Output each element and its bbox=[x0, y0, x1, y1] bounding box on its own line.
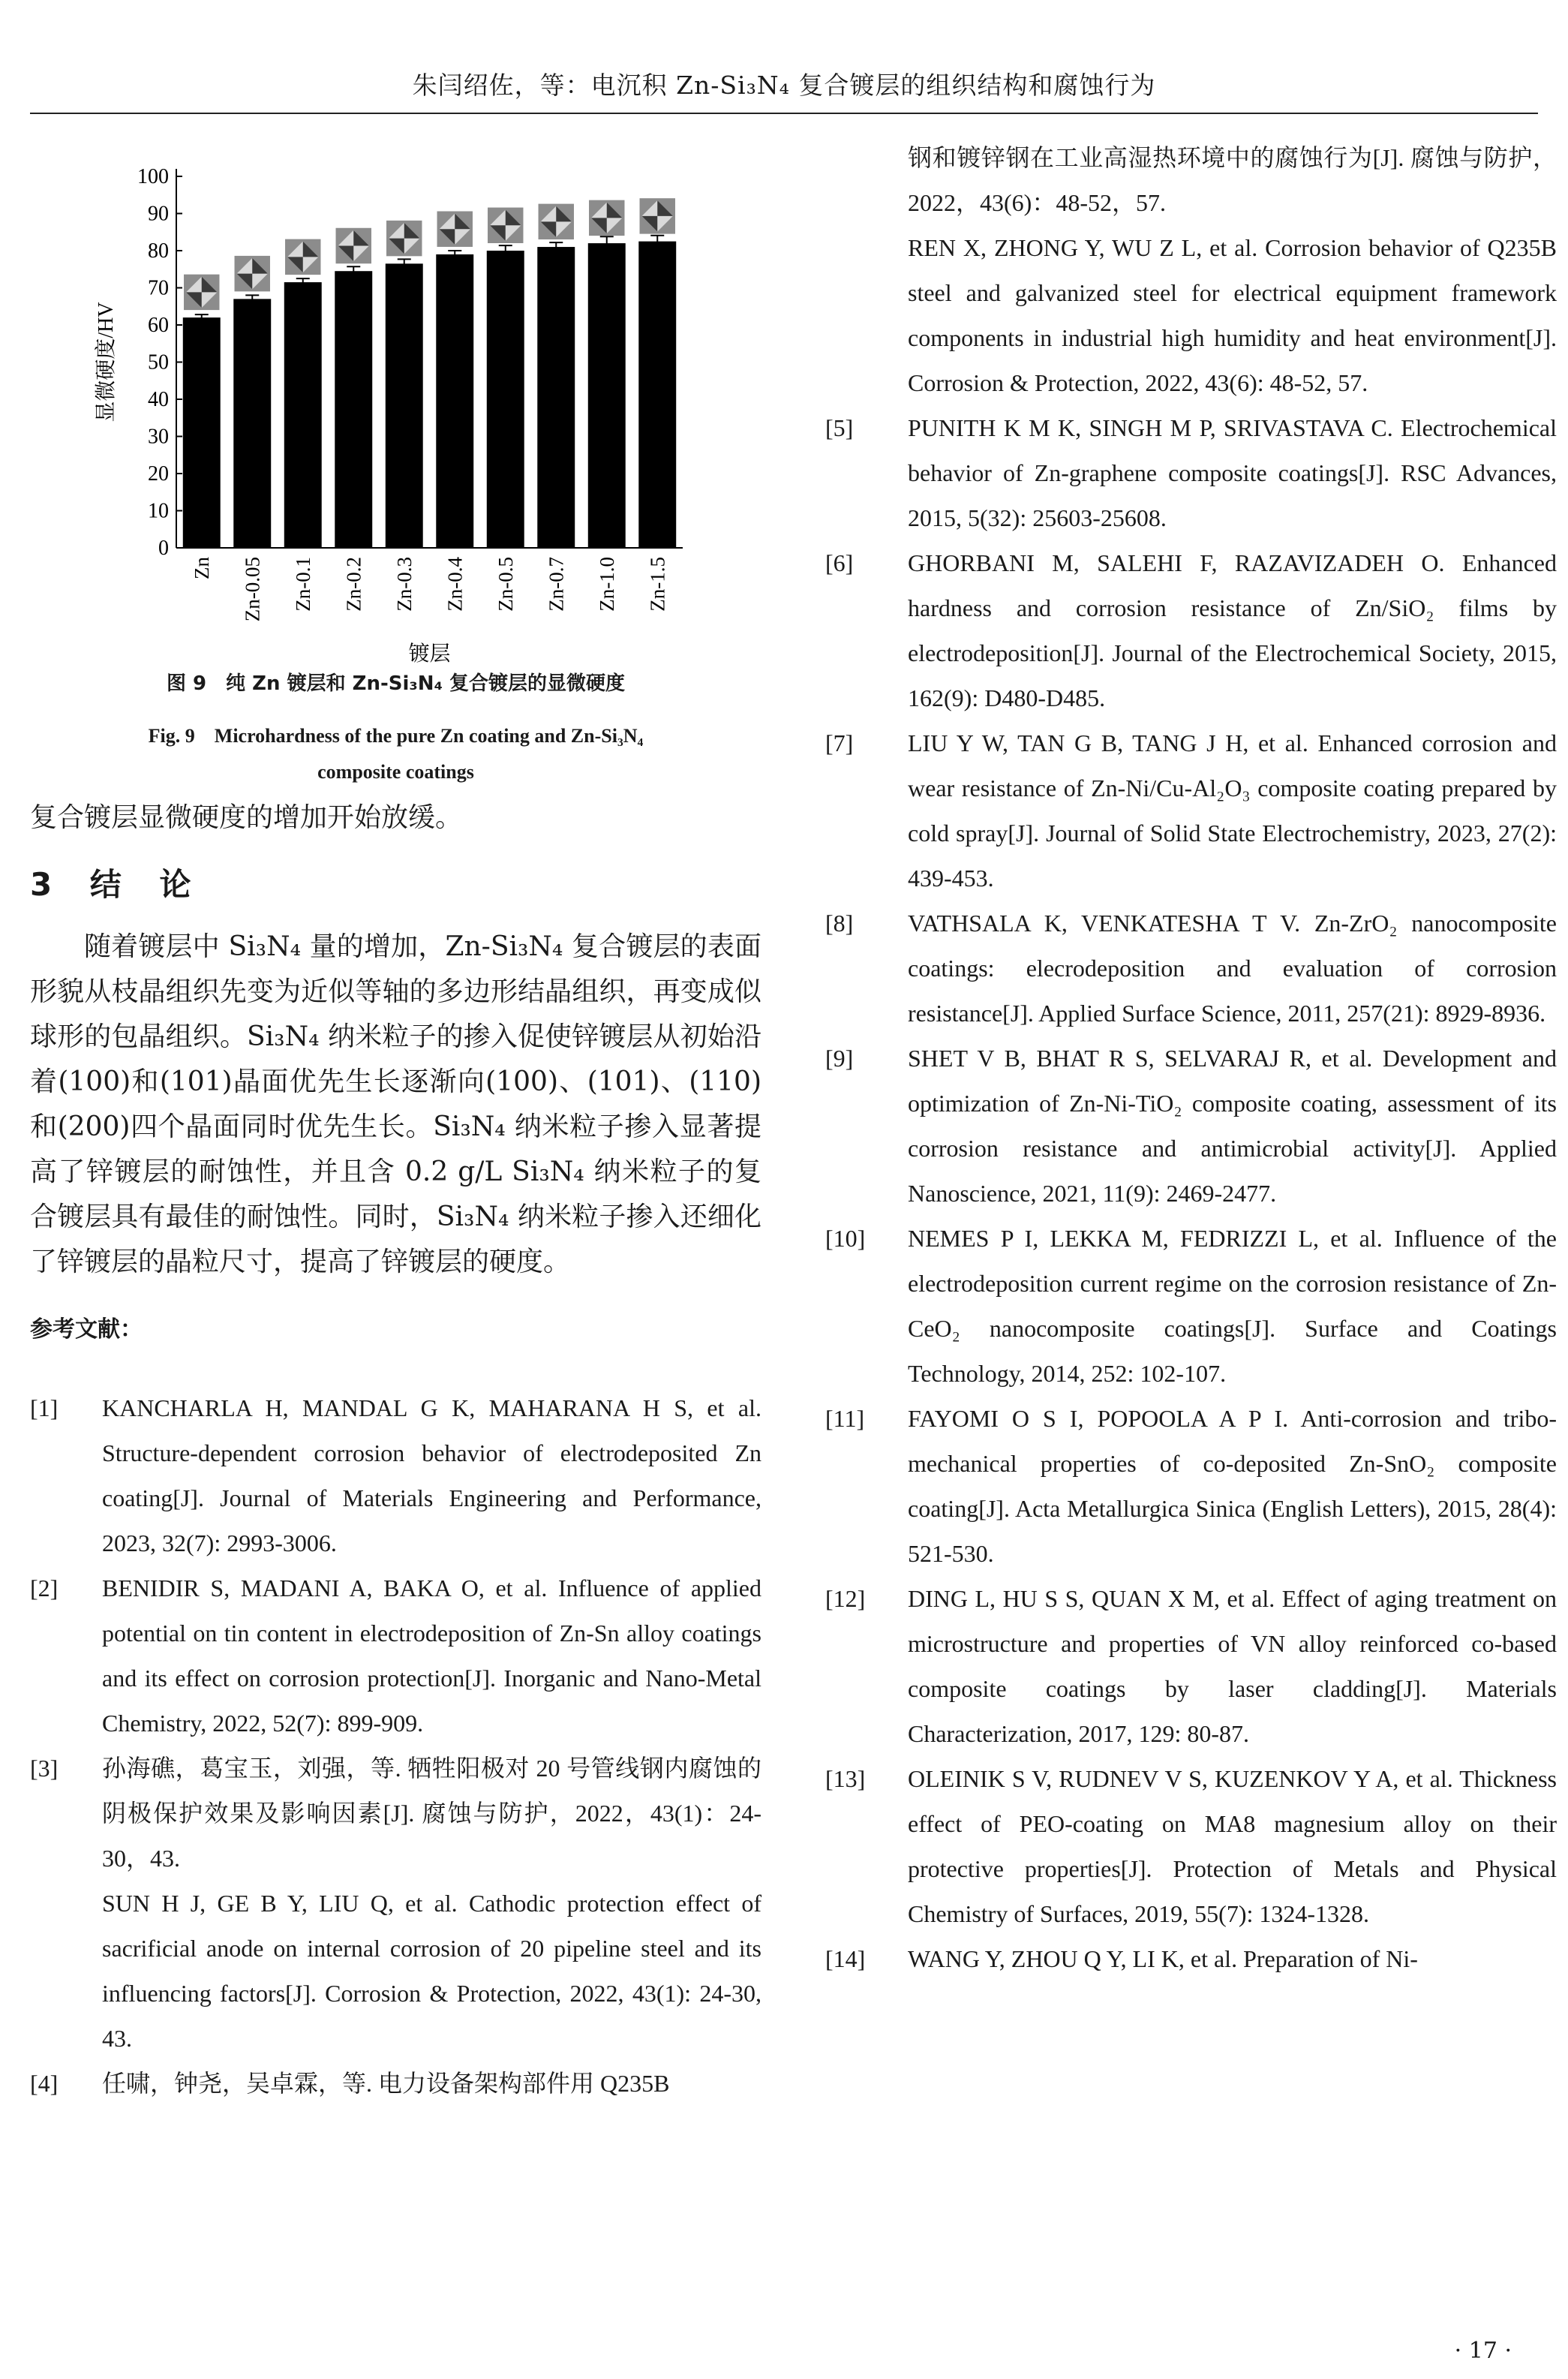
bar-Zn-0.1 bbox=[284, 282, 322, 548]
reference-number: [10] bbox=[825, 1225, 866, 1252]
reference-item bbox=[825, 1576, 1557, 1756]
reference-text: OLEINIK S V, RUDNEV V S, KUZENKOV Y A, et al. Thickness effect of PEO-coating on MA8 magnesium alloy on their protective properties[J]. Protection of Metals and Physical Chemistry of Surfaces, 2019, 55(7): 1324-1328. bbox=[908, 1765, 1557, 1927]
x-tick-label: Zn-0.3 bbox=[392, 557, 416, 612]
bar-Zn-0.4 bbox=[436, 254, 473, 548]
reference-text: LIU Y W, TAN G B, TANG J H, et al. Enhanced corrosion and wear resistance of Zn-Ni/Cu-Al₂O₃ composite coating prepared by cold spray[J]. Journal of Solid State Electrochemistry, 2023, 27(2): 439-453. bbox=[908, 729, 1557, 892]
reference-item bbox=[30, 1565, 761, 1746]
reference-text: VATHSALA K, VENKATESHA T V. Zn-ZrO₂ nanocomposite coatings: elecrodeposition and evaluation of corrosion resistance[J]. Applied Surface Science, 2011, 257(21): 8929-8936. bbox=[908, 910, 1557, 1027]
x-tick-label: Zn-1.0 bbox=[595, 557, 618, 612]
reference-text: FAYOMI O S I, POPOOLA A P I. Anti-corrosion and tribo-mechanical properties of co-deposited Zn-SnO₂ composite coating[J]. Acta Metallurgica Sinica (English Letters), 2015, 28(4): 521-530. bbox=[908, 1405, 1557, 1567]
continuation-paragraph: 复合镀层显微硬度的增加开始放缓。 bbox=[30, 802, 463, 833]
bar-Zn-0.5 bbox=[487, 251, 524, 548]
reference-item bbox=[825, 1216, 1557, 1396]
reference-item bbox=[30, 1385, 761, 1565]
x-tick-label: Zn bbox=[190, 557, 213, 579]
x-tick-label: Zn-0.4 bbox=[443, 557, 467, 612]
reference-item bbox=[30, 2061, 761, 2106]
reference-text: 任啸，钟尧，吴卓霖，等. 电力设备架构部件用 Q235B bbox=[102, 2070, 670, 2097]
x-tick-label: Zn-0.2 bbox=[342, 557, 365, 612]
y-axis-label: 显微硬度/HV bbox=[95, 302, 118, 423]
x-tick-label: Zn-1.5 bbox=[646, 557, 669, 612]
right-column bbox=[825, 135, 1557, 1981]
reference-number: [11] bbox=[825, 1405, 865, 1432]
reference-item bbox=[825, 405, 1557, 540]
reference-text: BENIDIR S, MADANI A, BAKA O, et al. Influence of applied potential on tin content in electrodeposition of Zn-Sn alloy coatings and its effect on corrosion protection[J]. Inorganic and Nano-Metal Chemistry, 2022, 52(7): 899-909. bbox=[102, 1574, 761, 1737]
reference-item bbox=[825, 1396, 1557, 1576]
reference-item bbox=[825, 540, 1557, 720]
conclusion-paragraph: 随着镀层中 Si₃N₄ 量的增加，Zn-Si₃N₄ 复合镀层的表面形貌从枝晶组织先变为近似等轴的多边形结晶组织，再变成似球形的包晶组织。Si₃N₄ 纳米粒子的掺入促使锌镀层从初始沿着(100)和(101)晶面优先生长逐渐向(100)、(101)、(110)和(200)四个晶面同时优先生长。Si₃N₄ 纳米粒子掺入显著提高了锌镀层的耐蚀性，并且含 0.2 g/L Si₃N₄ 纳米粒子的复合镀层具有最佳的耐蚀性。同时，Si₃N₄ 纳米粒子掺入还细化了锌镀层的晶粒尺寸，提高了锌镀层的硬度。 bbox=[30, 931, 761, 1277]
reference-item bbox=[825, 901, 1557, 1036]
bar-Zn bbox=[183, 317, 221, 548]
reference-text: PUNITH K M K, SINGH M P, SRIVASTAVA C. Electrochemical behavior of Zn-graphene composite coatings[J]. RSC Advances, 2015, 5(32): 25603-25608. bbox=[908, 414, 1557, 531]
reference-item bbox=[30, 1746, 761, 1881]
x-tick-label: Zn-0.5 bbox=[494, 557, 517, 612]
reference-number: [12] bbox=[825, 1585, 866, 1612]
reference-text: GHORBANI M, SALEHI F, RAZAVIZADEH O. Enhanced hardness and corrosion resistance of Zn/SiO₂ films by electrodeposition[J]. Journal of the Electrochemical Society, 2015, 162(9): D480-D485. bbox=[908, 549, 1557, 711]
reference-number: [7] bbox=[825, 729, 854, 756]
figure-caption-en-line2: composite coatings bbox=[317, 761, 474, 783]
figure-caption-en-line1: Fig. 9 Microhardness of the pure Zn coating and Zn-Si₃N₄ bbox=[148, 725, 644, 747]
reference-item bbox=[825, 1936, 1557, 1981]
reference-number: [14] bbox=[825, 1945, 866, 1972]
x-tick-label: Zn-0.7 bbox=[545, 557, 568, 612]
reference-number: [2] bbox=[30, 1574, 59, 1602]
y-tick-label: 50 bbox=[148, 350, 169, 374]
microhardness-bar-chart bbox=[30, 143, 761, 668]
reference-translation: SUN H J, GE B Y, LIU Q, et al. Cathodic protection effect of sacrificial anode on internal corrosion of 20 pipeline steel and its influencing factors[J]. Corrosion & Protection, 2022, 43(1): 24-30, 43. bbox=[102, 1890, 761, 2052]
running-header: 朱闫绍佐，等：电沉积 Zn-Si₃N₄ 复合镀层的组织结构和腐蚀行为 bbox=[412, 71, 1156, 100]
reference-item bbox=[825, 1756, 1557, 1936]
y-tick-label: 90 bbox=[148, 202, 169, 226]
references-title: 参考文献： bbox=[30, 1316, 143, 1343]
y-tick-label: 30 bbox=[148, 425, 169, 449]
x-axis-label: 镀层 bbox=[408, 642, 451, 666]
reference-continuation: 钢和镀锌钢在工业高湿热环境中的腐蚀行为[J]. 腐蚀与防护，2022，43(6)：48-52，57. bbox=[908, 144, 1557, 216]
bar-Zn-0.7 bbox=[537, 247, 575, 548]
reference-text: NEMES P I, LEKKA M, FEDRIZZI L, et al. Influence of the electrodeposition current regime on the corrosion resistance of Zn-CeO₂ nanocomposite coatings[J]. Surface and Coatings Technology, 2014, 252: 102-107. bbox=[908, 1225, 1557, 1387]
reference-text: DING L, HU S S, QUAN X M, et al. Effect of aging treatment on microstructure and properties of VN alloy reinforced co-based composite coatings by laser cladding[J]. Materials Characterization, 2017, 129: 80-87. bbox=[908, 1585, 1557, 1747]
reference-number: [9] bbox=[825, 1045, 854, 1072]
header-rule bbox=[30, 113, 1538, 114]
reference-text: WANG Y, ZHOU Q Y, LI K, et al. Preparation of Ni- bbox=[908, 1945, 1418, 1972]
bar-Zn-1.5 bbox=[638, 242, 676, 548]
reference-list-left bbox=[30, 1385, 761, 2106]
reference-number: [6] bbox=[825, 549, 854, 576]
reference-number: [4] bbox=[30, 2070, 59, 2097]
reference-text: KANCHARLA H, MANDAL G K, MAHARANA H S, et al. Structure-dependent corrosion behavior of electrodeposited Zn coating[J]. Journal of Materials Engineering and Performance, 2023, 32(7): 2993-3006. bbox=[102, 1394, 761, 1556]
y-tick-label: 80 bbox=[148, 239, 169, 263]
bar-Zn-0.05 bbox=[233, 299, 271, 548]
y-tick-label: 100 bbox=[137, 165, 169, 188]
reference-number: [13] bbox=[825, 1765, 866, 1792]
bar-Zn-0.3 bbox=[386, 263, 423, 548]
x-tick-label: Zn-0.1 bbox=[291, 557, 314, 612]
reference-number: [3] bbox=[30, 1755, 59, 1782]
figure-9 bbox=[30, 143, 761, 796]
y-tick-label: 40 bbox=[148, 388, 169, 411]
y-tick-label: 60 bbox=[148, 314, 169, 337]
figure-caption-cn: 图 9 纯 Zn 镀层和 Zn-Si₃N₄ 复合镀层的显微硬度 bbox=[166, 672, 626, 695]
section-title-conclusion: 3 结 论 bbox=[30, 866, 205, 903]
reference-number: [5] bbox=[825, 414, 854, 441]
reference-translation: REN X, ZHONG Y, WU Z L, et al. Corrosion behavior of Q235B steel and galvanized steel for electrical equipment framework components in industrial high humidity and heat environment[J]. Corrosion & Protection, 2022, 43(6): 48-52, 57. bbox=[908, 234, 1557, 396]
y-tick-label: 70 bbox=[148, 276, 169, 300]
left-column bbox=[30, 143, 761, 2106]
reference-number: [1] bbox=[30, 1394, 59, 1421]
reference-text: SHET V B, BHAT R S, SELVARAJ R, et al. Development and optimization of Zn-Ni-TiO₂ composite coating, assessment of its corrosion resistance and antimicrobial activity[J]. Applied Nanoscience, 2021, 11(9): 2469-2477. bbox=[908, 1045, 1557, 1207]
reference-text: 孙海礁，葛宝玉，刘强，等. 牺牲阳极对 20 号管线钢内腐蚀的阴极保护效果及影响因素[J]. 腐蚀与防护，2022，43(1)：24-30，43. bbox=[102, 1755, 761, 1872]
x-tick-label: Zn-0.05 bbox=[241, 557, 264, 622]
reference-number: [8] bbox=[825, 910, 854, 937]
y-tick-label: 10 bbox=[148, 499, 169, 523]
reference-item bbox=[825, 1036, 1557, 1216]
bar-Zn-1.0 bbox=[588, 243, 626, 548]
bar-Zn-0.2 bbox=[335, 271, 372, 548]
y-tick-label: 0 bbox=[158, 537, 169, 560]
reference-item bbox=[825, 720, 1557, 901]
page-number: · 17 · bbox=[1454, 2338, 1512, 2364]
y-tick-label: 20 bbox=[148, 462, 169, 486]
